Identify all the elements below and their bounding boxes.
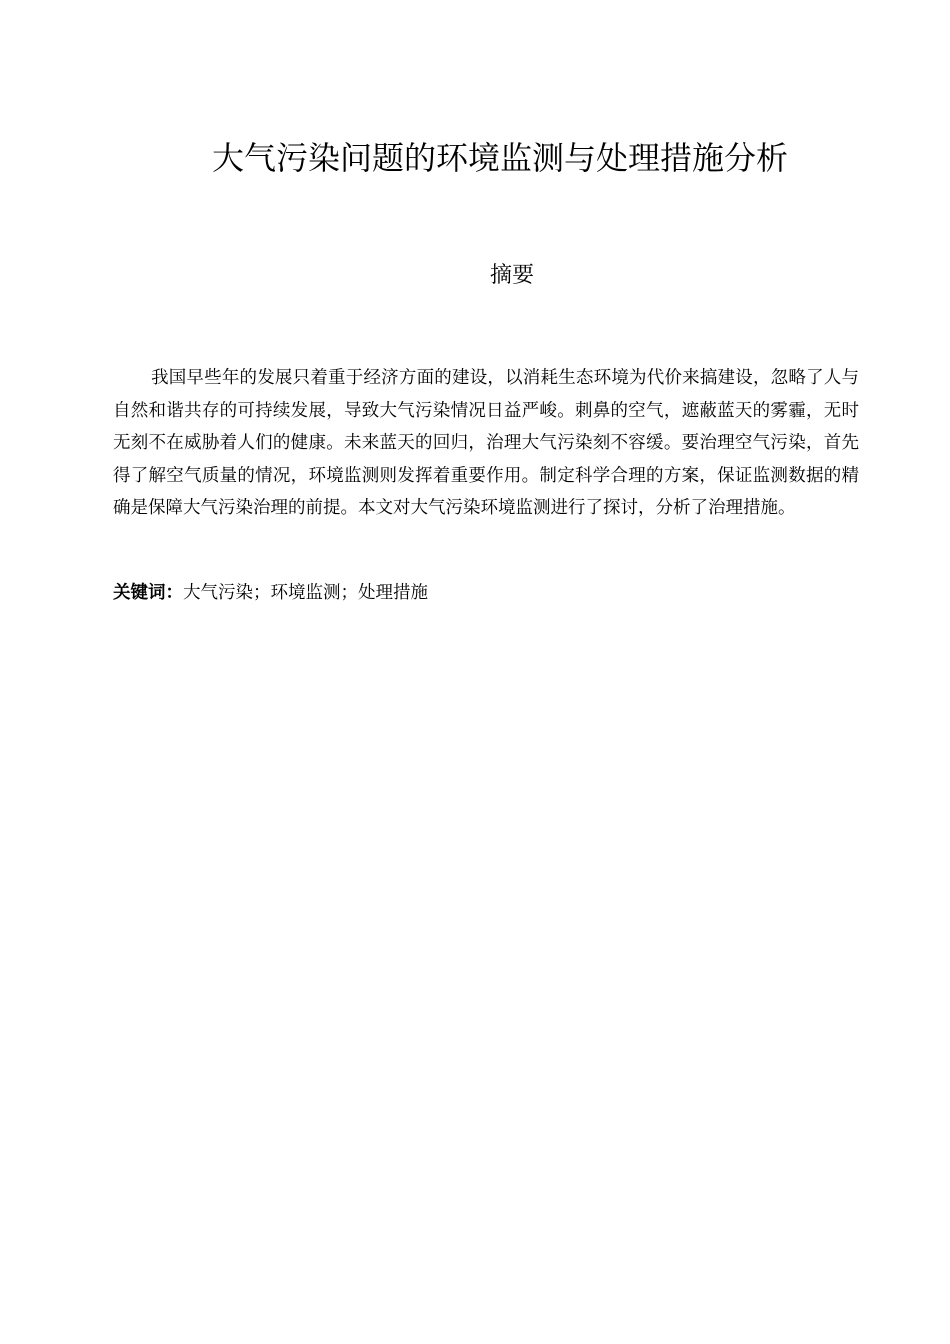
document-title: 大气污染问题的环境监测与处理措施分析 <box>211 139 788 177</box>
abstract-paragraph: 我国早些年的发展只着重于经济方面的建设，以消耗生态环境为代价来搞建设，忽略了人与自然和谐共存的可持续发展，导致大气污染情况日益严峻。刺鼻的空气，遮蔽蓝天的雾霾，无时无刻不在威胁着人们的健康。未来蓝天的回归，治理大气污染刻不容缓。要治理空气污染，首先得了解空气质量的情况，环境监测则发挥着重要作用。制定科学合理的方案，保证监测数据的精确是保障大气污染治理的前提。本文对大气污染环境监测进行了探讨，分析了治理措施。 <box>113 368 859 518</box>
keywords-label: 关键词： <box>113 583 183 603</box>
keywords-line <box>113 578 859 608</box>
keywords-value: 大气污染；环境监测；处理措施 <box>183 583 428 603</box>
abstract-heading: 摘要 <box>489 263 534 288</box>
